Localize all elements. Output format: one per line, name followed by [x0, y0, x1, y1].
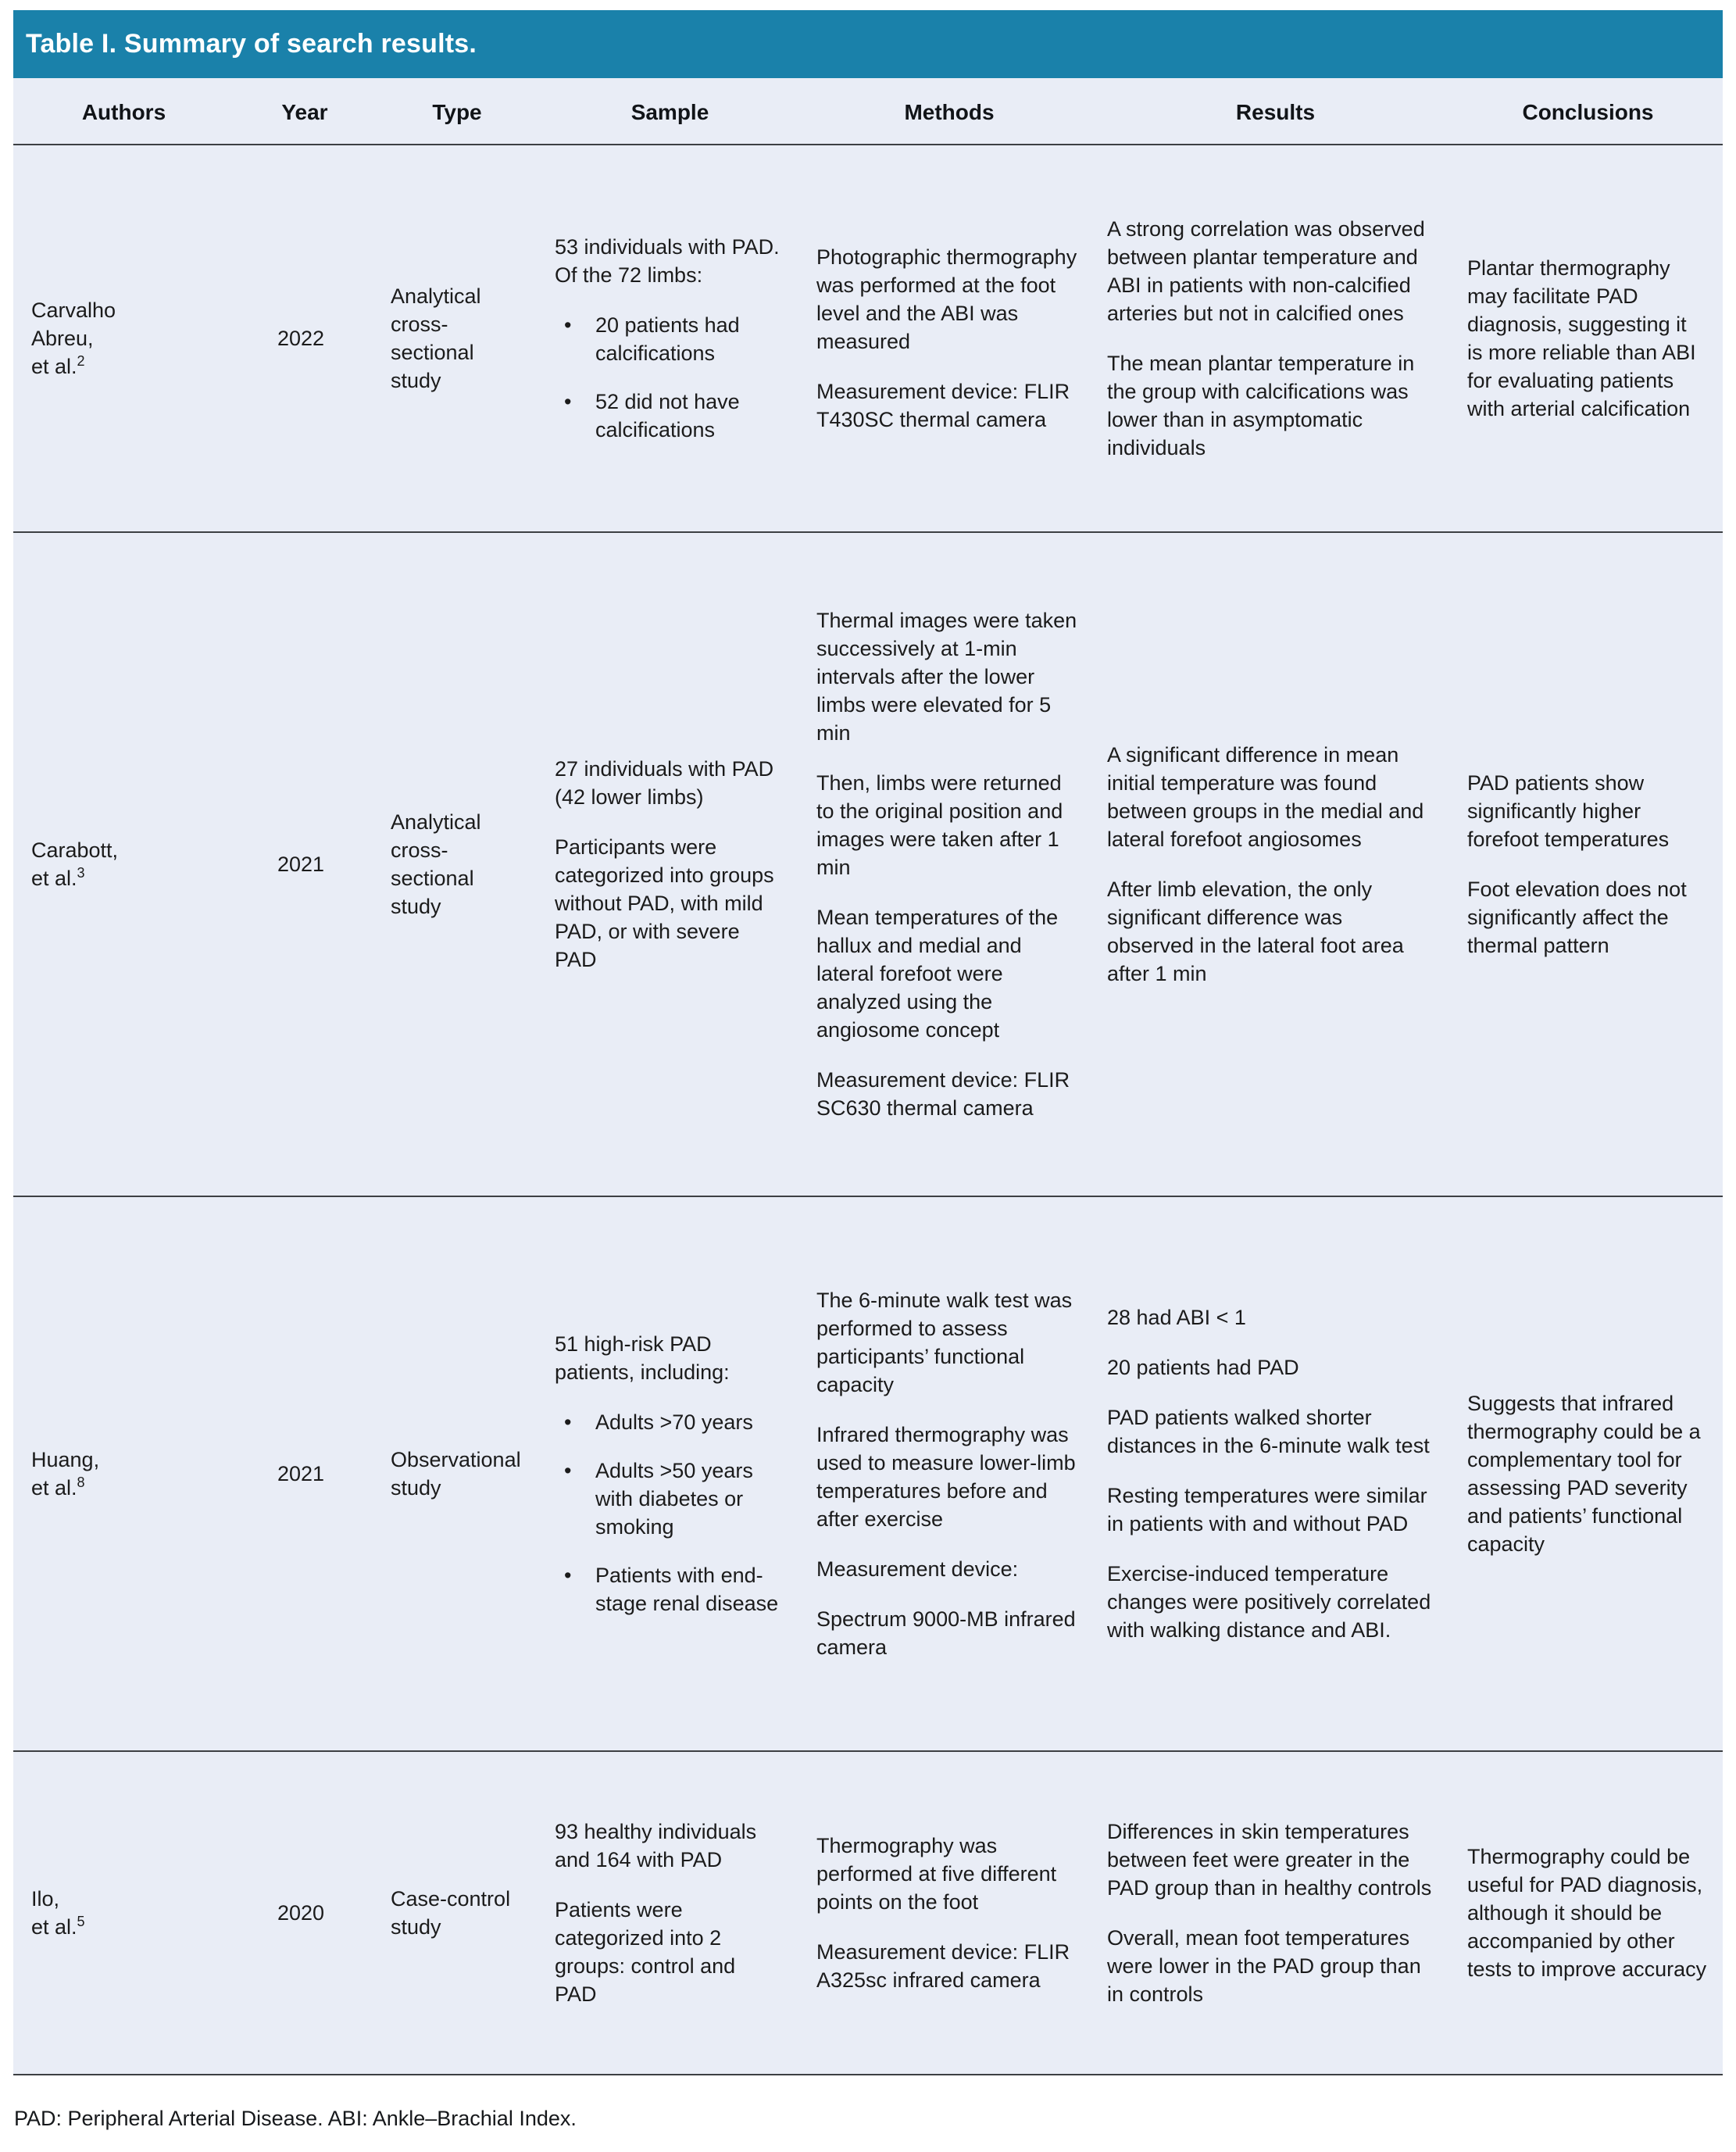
- sample-cell: [539, 1751, 801, 2075]
- conclusions-cell: [1453, 1196, 1723, 1751]
- year-value: 2022: [277, 327, 325, 350]
- methods-cell: [801, 1196, 1098, 1751]
- results-paragraph: The mean plantar temperature in the group with calcifications was lower than in asymptomatic individuals: [1107, 352, 1420, 459]
- sample-paragraph: Participants were categorized into groups without PAD, with mild PAD, or with severe PAD: [555, 835, 780, 971]
- study-type: Observational study: [391, 1448, 527, 1500]
- authors-cell: [13, 145, 234, 532]
- sample-paragraph: Patients were categorized into 2 groups: control and PAD: [555, 1898, 741, 2006]
- study-type: Analytical cross-sectional study: [391, 284, 488, 392]
- methods-paragraph: Photographic thermography was performed at the foot level and the ABI was measured: [816, 245, 1083, 353]
- column-header-year: Year: [281, 100, 328, 124]
- column-header-authors: Authors: [81, 100, 166, 124]
- column-header-type: Type: [432, 100, 482, 124]
- methods-paragraph: The 6-minute walk test was performed to assess participants’ functional capacity: [816, 1289, 1078, 1396]
- authors-cell: [13, 532, 234, 1196]
- conclusions-cell: [1453, 1751, 1723, 2075]
- conclusions-cell: [1453, 532, 1723, 1196]
- methods-paragraph: Infrared thermography was used to measure lower-limb temperatures before and after exercise: [816, 1423, 1082, 1531]
- methods-paragraph: Measurement device: FLIR A325sc infrared camera: [816, 1940, 1075, 1992]
- authors-cell: [13, 1751, 234, 2075]
- conclusions-paragraph: PAD patients show significantly higher forefoot temperatures: [1467, 771, 1670, 851]
- table-title-bar: [13, 10, 1723, 78]
- table-footnote: PAD: Peripheral Arterial Disease. ABI: Ankle–Brachial Index.: [14, 2107, 577, 2130]
- results-paragraph: Resting temperatures were similar in patients with and without PAD: [1107, 1484, 1434, 1535]
- year-value: 2021: [277, 853, 325, 876]
- conclusions-paragraph: Suggests that infrared thermography could be a complementary tool for assessing PAD severity and patients’ functional capacity: [1467, 1392, 1707, 1556]
- sample-paragraph: 51 high-risk PAD patients, including:: [555, 1332, 730, 1384]
- author-name: Carvalho Abreu, et al.$^2$: [31, 298, 116, 378]
- type-cell: [375, 1751, 539, 2075]
- methods-paragraph: Then, limbs were returned to the original position and images were taken after 1 min: [816, 771, 1069, 879]
- year-cell: [234, 1196, 375, 1751]
- methods-paragraph: Spectrum 9000-MB infrared camera: [816, 1607, 1082, 1659]
- table-row-carabott: [13, 532, 1723, 1196]
- authors-cell: [13, 1196, 234, 1751]
- results-paragraph: Differences in skin temperatures between feet were greater in the PAD group than in healthy controls: [1107, 1820, 1432, 1900]
- methods-paragraph: Thermal images were taken successively at 1-min intervals after the lower limbs were elevated for 5 min: [816, 609, 1083, 745]
- conclusions-paragraph: Thermography could be useful for PAD diagnosis, although it should be accompanied by other tests to improve accuracy: [1467, 1845, 1709, 1981]
- methods-paragraph: Mean temperatures of the hallux and medial and lateral forefoot were analyzed using the angiosome concept: [816, 906, 1064, 1042]
- type-cell: [375, 145, 539, 532]
- methods-paragraph: Thermography was performed at five different points on the foot: [816, 1834, 1063, 1914]
- reference-superscript: 8: [77, 1475, 85, 1490]
- results-paragraph: 28 had ABI < 1: [1107, 1306, 1246, 1329]
- author-name: Ilo, et al.$^5$: [31, 1887, 85, 1939]
- header-row: [13, 78, 1723, 145]
- year-value: 2021: [277, 1462, 325, 1485]
- year-cell: [234, 532, 375, 1196]
- column-header-methods: Methods: [904, 100, 995, 124]
- table-row-huang: [13, 1196, 1723, 1751]
- results-paragraph: After limb elevation, the only significant difference was observed in the lateral foot area after 1 min: [1107, 878, 1410, 985]
- reference-superscript: 3: [77, 865, 85, 881]
- sample-paragraph: 27 individuals with PAD (42 lower limbs): [555, 757, 780, 809]
- type-cell: [375, 532, 539, 1196]
- column-header-conclusions: Conclusions: [1522, 100, 1654, 124]
- study-type: Analytical cross-sectional study: [391, 810, 488, 918]
- type-cell: [375, 1196, 539, 1751]
- year-value: 2020: [277, 1901, 325, 1925]
- results-cell: [1098, 1751, 1453, 2075]
- sample-cell: [539, 145, 801, 532]
- methods-paragraph: Measurement device:: [816, 1557, 1019, 1581]
- results-paragraph: PAD patients walked shorter distances in the 6-minute walk test: [1107, 1406, 1430, 1457]
- results-cell: [1098, 532, 1453, 1196]
- list-item: • 52 did not have calcifications: [555, 388, 780, 444]
- reference-superscript: 5: [77, 1914, 85, 1929]
- year-cell: [234, 145, 375, 532]
- list-item: • 20 patients had calcifications: [555, 311, 780, 367]
- table-row-ilo: [13, 1751, 1723, 2075]
- results-paragraph: Overall, mean foot temperatures were lower in the PAD group than in controls: [1107, 1926, 1427, 2006]
- results-paragraph: 20 patients had PAD: [1107, 1356, 1299, 1379]
- author-name: Huang, et al.$^8$: [31, 1448, 100, 1500]
- column-header-results: Results: [1235, 100, 1316, 124]
- summary-table: [13, 78, 1723, 2075]
- study-type: Case-control study: [391, 1887, 516, 1939]
- conclusions-paragraph: Plantar thermography may facilitate PAD diagnosis, suggesting it is more reliable than ABI for evaluating patients with arterial calcification: [1467, 256, 1702, 420]
- sample-bullet-list: [555, 1408, 780, 1618]
- results-paragraph: A significant difference in mean initial temperature was found between groups in the medial and lateral forefoot angiosomes: [1107, 743, 1430, 851]
- methods-paragraph: Measurement device: FLIR T430SC thermal camera: [816, 380, 1076, 431]
- sample-cell: [539, 1196, 801, 1751]
- year-cell: [234, 1751, 375, 2075]
- methods-cell: [801, 1751, 1098, 2075]
- methods-cell: [801, 145, 1098, 532]
- column-header-sample: Sample: [630, 100, 709, 124]
- results-cell: [1098, 145, 1453, 532]
- sample-paragraph: 93 healthy individuals and 164 with PAD: [555, 1820, 763, 1871]
- results-paragraph: Exercise-induced temperature changes were positively correlated with walking distance and ABI.: [1107, 1562, 1437, 1642]
- author-name: Carabott, et al.$^3$: [31, 838, 119, 890]
- sample-paragraph: 53 individuals with PAD. Of the 72 limbs:: [555, 235, 786, 287]
- sample-bullet-list: [555, 311, 780, 444]
- conclusions-paragraph: Foot elevation does not significantly affect the thermal pattern: [1467, 878, 1693, 957]
- list-item: • Patients with end-stage renal disease: [555, 1561, 780, 1618]
- conclusions-cell: [1453, 145, 1723, 532]
- reference-superscript: 2: [77, 353, 85, 369]
- table-title: Table I. Summary of search results.: [26, 29, 477, 59]
- results-cell: [1098, 1196, 1453, 1751]
- methods-paragraph: Measurement device: FLIR SC630 thermal camera: [816, 1068, 1076, 1120]
- methods-cell: [801, 532, 1098, 1196]
- list-item: • Adults >50 years with diabetes or smoking: [555, 1457, 780, 1541]
- sample-cell: [539, 532, 801, 1196]
- table-row-carvalho-abreu: [13, 145, 1723, 532]
- list-item: • Adults >70 years: [555, 1408, 780, 1436]
- results-paragraph: A strong correlation was observed between plantar temperature and ABI in patients with non-calcified arteries but not in calcified ones: [1107, 217, 1431, 325]
